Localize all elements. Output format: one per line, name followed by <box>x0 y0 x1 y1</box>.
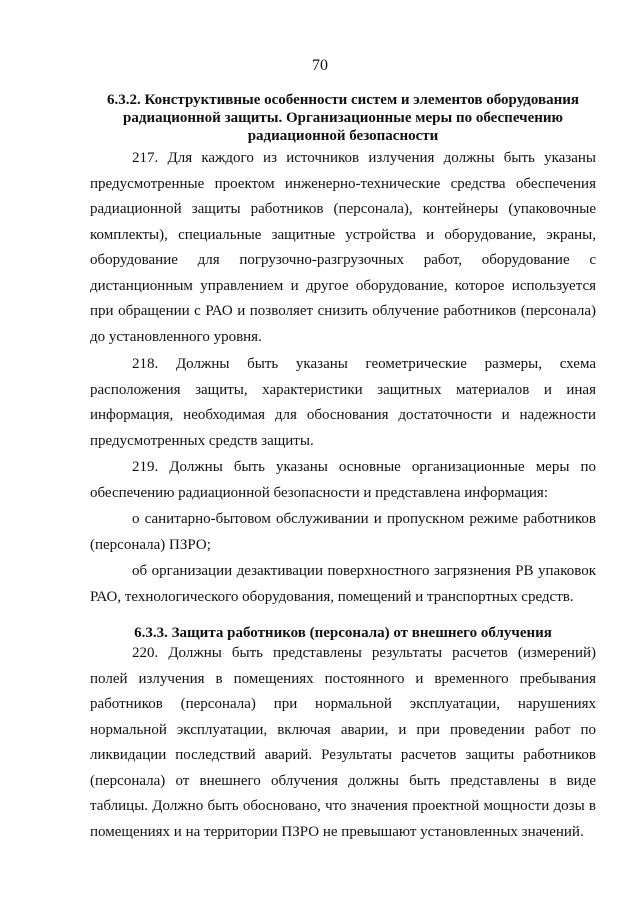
paragraph-219-item-decontamination: об организации дезактивации поверхностного загрязнения РВ упаковок РАО, технологического оборудования, помещений и транспортных средств. <box>90 563 596 605</box>
section-heading-6-3-2: 6.3.2. Конструктивные особенности систем и элементов оборудования радиационной защиты. Организационные меры по обеспечению радиационной безопасности <box>107 92 579 144</box>
page-number: 70 <box>312 57 328 74</box>
section-heading-6-3-3: 6.3.3. Защита работников (персонала) от внешнего облучения <box>134 625 552 641</box>
paragraph-220: 220. Должны быть представлены результаты расчетов (измерений) полей излучения в помещениях постоянного и временного пребывания работников (персонала) при нормальной эксплуатации, нарушениях нормальной эксплуатации, включая аварии, и при проведении работ по ликвидации последствий аварий. Результаты расчетов защиты работников (персонала) от внешнего облучения должны быть представлены в виде таблицы. Должно быть обосновано, что значения проектной мощности дозы в помещениях и на территории ПЗРО не превышают установленных значений. <box>90 645 596 840</box>
paragraph-217: 217. Для каждого из источников излучения должны быть указаны предусмотренные проектом инженерно-технические средства обеспечения радиационной защиты работников (персонала), контейнеры (упаковочные комплекты), специальные защитные устройства и оборудование, экраны, оборудование для погрузочно-разгрузочных работ, оборудование с дистанционным управлением и другое оборудование, которое используется при обращении с РАО и позволяет снизить облучение работников (персонала) до установленного уровня. <box>90 150 596 345</box>
paragraph-219-item-sanitary: о санитарно-бытовом обслуживании и пропускном режиме работников (персонала) ПЗРО; <box>90 511 596 553</box>
paragraph-218: 218. Должны быть указаны геометрические размеры, схема расположения защиты, характеристики защитных материалов и иная информация, необходимая для обоснования достаточности и надежности предусмотренных средств защиты. <box>90 356 596 449</box>
paragraph-219: 219. Должны быть указаны основные организационные меры по обеспечению радиационной безопасности и представлена информация: <box>90 459 596 501</box>
